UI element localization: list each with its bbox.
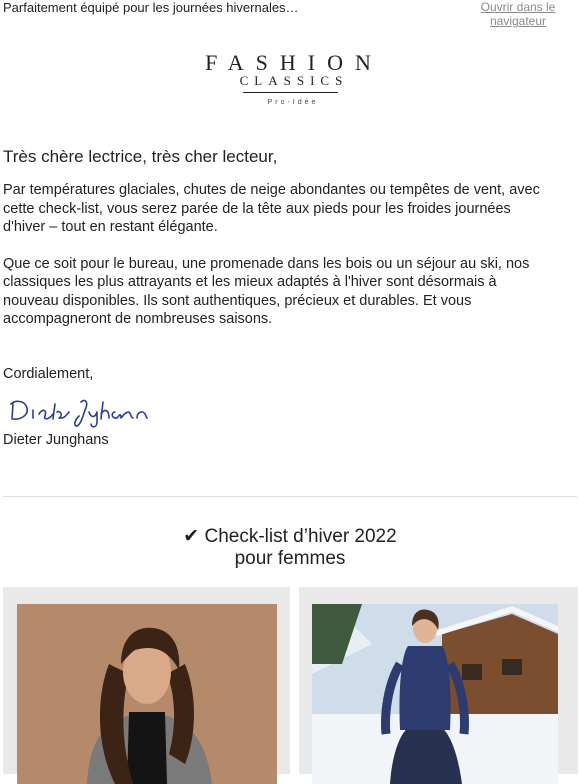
logo-subtitle: Pro-Idée xyxy=(267,99,319,106)
product-card-1[interactable] xyxy=(3,587,290,774)
greeting: Très chère lectrice, très cher lecteur, xyxy=(3,147,278,166)
brand-logo[interactable] xyxy=(0,50,580,106)
email-header xyxy=(0,0,580,46)
letter-body xyxy=(3,146,553,329)
logo-classics-text: CLASSICS xyxy=(239,73,349,88)
section-divider xyxy=(3,496,577,497)
closing-text: Cordialement, xyxy=(3,366,94,382)
paragraph-intro: Par températures glaciales, chutes de neige abondantes ou tempêtes de vent, avec cette check-list, vous serez parée de la tête aux pieds pour les froides journées d'hiver – tout en restant élégante. xyxy=(3,182,540,235)
preheader-text: Parfaitement équipé pour les journées hivernales… xyxy=(3,0,299,15)
logo-fashion-text: FASHION xyxy=(205,50,383,75)
paragraph-collection: Que ce soit pour le bureau, une promenade dans les bois ou un séjour au ski, nos classiques les plus attrayants et les mieux adaptés à l'hiver sont désormais à nouveau disponibles. Ils sont authentiques, précieux et durables. Et vous accompagneront de nombreuses saisons. xyxy=(3,255,530,327)
product-photo-woman-cardigan[interactable] xyxy=(17,604,277,784)
checklist-section-title xyxy=(0,526,580,570)
checklist-title-line2: pour femmes xyxy=(234,548,346,569)
handwritten-signature xyxy=(3,392,168,430)
logo-divider xyxy=(243,92,338,93)
product-card-2[interactable] xyxy=(299,587,578,774)
open-in-browser-link[interactable]: Ouvrir dans le navigateur xyxy=(480,0,556,28)
checklist-title-line1: ✔ Check-list d’hiver 2022 xyxy=(183,526,397,547)
product-photo-woman-ski-chalet[interactable] xyxy=(312,604,558,784)
signer-name: Dieter Junghans xyxy=(3,432,109,448)
